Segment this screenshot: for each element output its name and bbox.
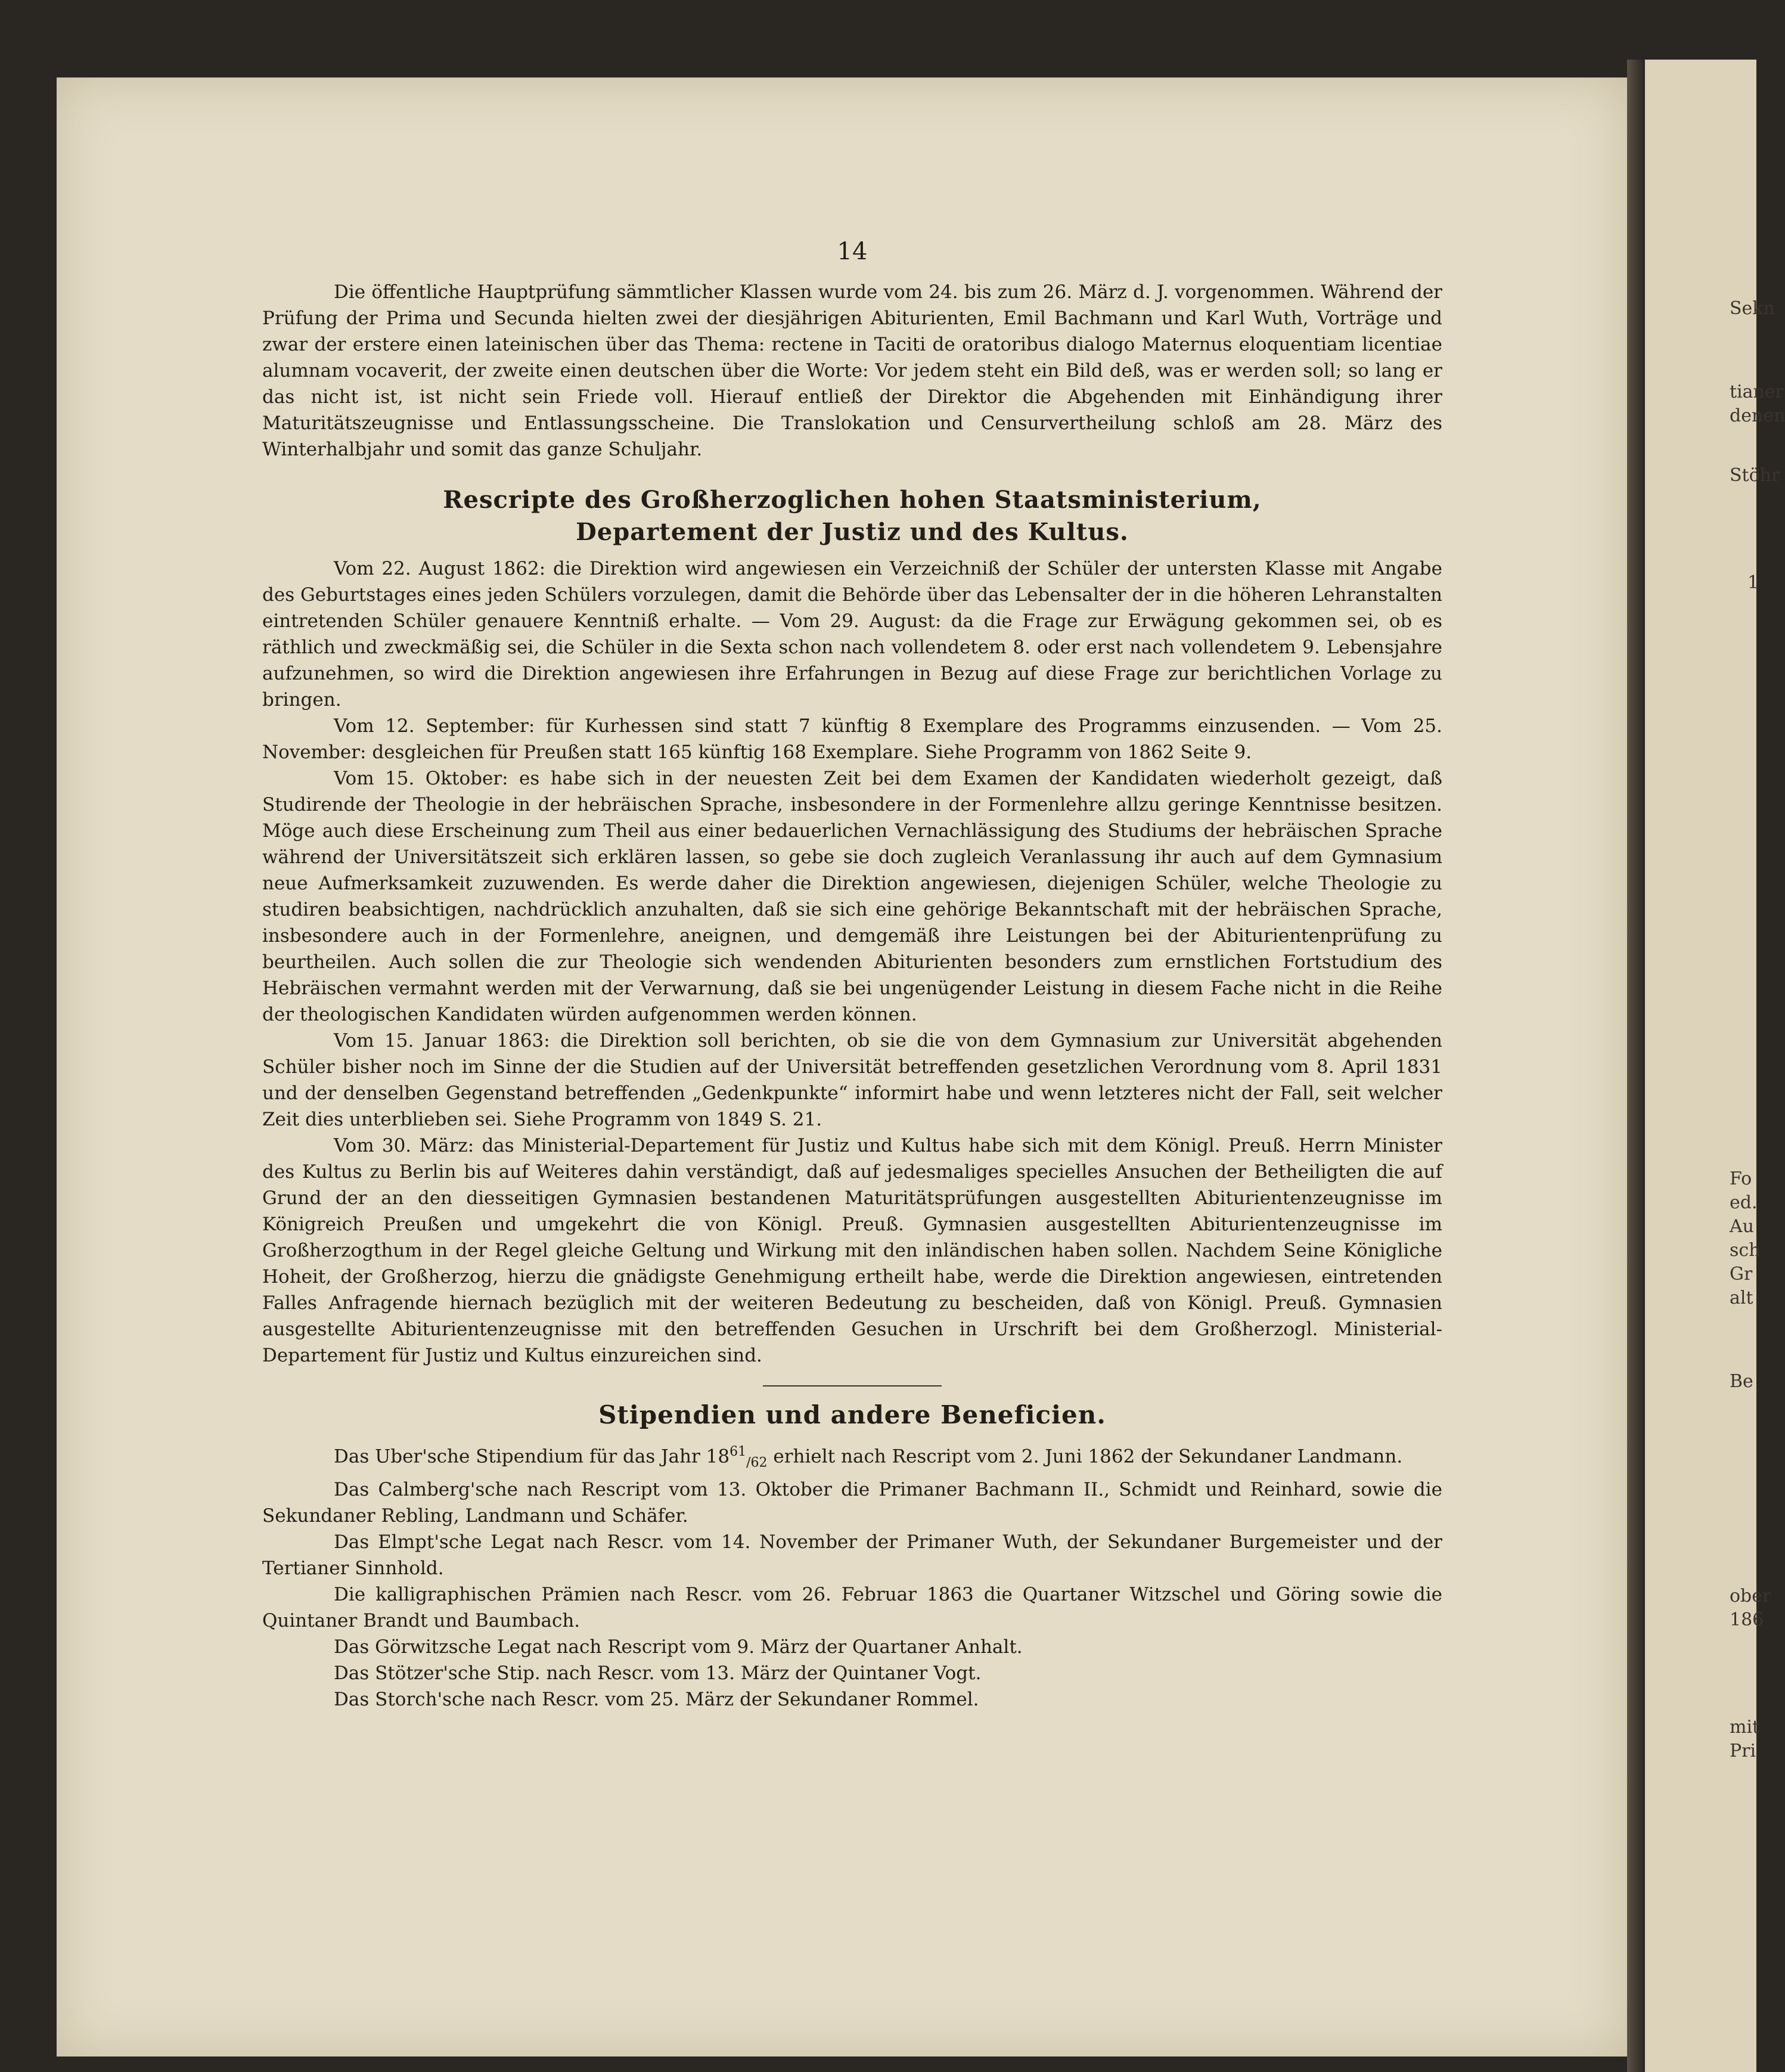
rescripte-heading-line2: Departement der Justiz und des Kultus. (576, 518, 1129, 546)
book-gutter (1627, 60, 1645, 2072)
fraction-denominator: /62 (746, 1455, 768, 1471)
page-content (262, 238, 1442, 1713)
fragment: 1 (1747, 572, 1759, 593)
stipendien-list (262, 1439, 1442, 1713)
intro-paragraph: Die öffentliche Hauptprüfung sämmtlicher Klassen wurde vom 24. bis zum 26. März d. J. vorgenommen. Während der Prüfung der Prima und Secunda hielten zwei der diesjährigen Abiturienten, Emil Bachmann und Karl Wuth, Vorträge und zwar der erstere einen lateinischen über das Thema: rectene in Taciti de oratoribus dialogo Maternus eloquentiam licentiae alumnam vocaverit, der zweite einen deutschen über die Worte: Vor jedem steht ein Bild deß, was er werden soll; so lang er das nicht ist, ist nicht sein Friede voll. Hierauf entließ der Direktor die Abgehenden mit Einhändigung ihrer Maturitätszeugnisse und Entlassungsscheine. Die Translokation und Censurvertheilung schloß am 28. März des Winterhalbjahr und somit das ganze Schuljahr. (262, 281, 1442, 460)
fragment: alt (1730, 1288, 1753, 1308)
rescripte-heading-line1: Rescripte des Großherzoglichen hohen Staatsministerium, (443, 486, 1262, 514)
fragment: 186 (1730, 1609, 1764, 1630)
rescripte-heading (262, 484, 1442, 548)
fragment: Pri (1730, 1741, 1756, 1761)
stipendium-entry: Das Görwitzsche Legat nach Rescript vom 9. März der Quartaner Anhalt. (334, 1636, 1023, 1658)
fragment: ober (1730, 1586, 1771, 1606)
stipendium-entry: Das Storch'sche nach Rescr. vom 25. März der Sekundaner Rommel. (334, 1688, 979, 1710)
stipendium-entry: Das Calmberg'sche nach Rescript vom 13. Oktober die Primaner Bachmann II., Schmidt und Reinhard, sowie die Sekundaner Rebling, Landmann und Schäfer. (262, 1478, 1442, 1527)
rescript-paragraph: Vom 12. September: für Kurhessen sind statt 7 künftig 8 Exemplare des Programms einzusenden. — Vom 25. November: desgleichen für Preußen statt 165 künftig 168 Exemplare. Siehe Programm von 1862 Seite 9. (262, 715, 1442, 763)
fragment: denen (1730, 405, 1785, 426)
fragment: Stöhr (1730, 465, 1780, 486)
adjacent-page (1645, 60, 1785, 2072)
stipendium-entry: Das Elmpt'sche Legat nach Rescr. vom 14. November der Primaner Wuth, der Sekundaner Burgemeister und der Tertianer Sinnhold. (262, 1531, 1442, 1579)
fragment: ed. (1730, 1192, 1758, 1213)
rescript-paragraph: Vom 30. März: das Ministerial-Departement für Justiz und Kultus habe sich mit dem Königl. Preuß. Herrn Minister des Kultus zu Berlin bis auf Weiteres dahin verständigt, daß auf jedesmaliges specielles Ansuchen der Betheiligten die auf Grund der an den diesseitigen Gymnasien bestandenen Maturitätsprüfungen ausgestellten Abiturientenzeugnisse im Königreich Preußen und umgekehrt die von Königl. Preuß. Gymnasien ausgestellten Abiturientenzeugnisse im Großherzogthum in der Regel gleiche Geltung und Wirkung mit den inländischen haben sollen. Nachdem Seine Königliche Hoheit, der Großherzog, hierzu die gnädigste Genehmigung ertheilt habe, werde die Direktion angewiesen, eintretenden Falles Anfragende hiernach bezüglich mit der weiteren Bedeutung zu bescheiden, daß von Königl. Preuß. Gymnasien ausgestellte Abiturientenzeugnisse mit den betreffenden Gesuchen in Urschrift bei dem Großherzogl. Ministerial-Departement für Justiz und Kultus einzureichen sind. (262, 1135, 1442, 1366)
fragment: Au (1730, 1216, 1754, 1237)
section-divider (763, 1385, 942, 1386)
rescript-paragraph: Vom 15. Oktober: es habe sich in der neuesten Zeit bei dem Examen der Kandidaten wiederholt gezeigt, daß Studirende der Theologie in der hebräischen Sprache, insbesondere in der Formenlehre allzu geringe Kenntnisse besitzen. Möge auch diese Erscheinung zum Theil aus einer bedauerlichen Vernachlässigung des Studiums der hebräischen Sprache während der Universitätszeit sich erklären lassen, so gebe sie doch zugleich Veranlassung ihr auch auf dem Gymnasium neue Aufmerksamkeit zuzuwenden. Es werde daher die Direktion angewiesen, diejenigen Schüler, welche Theologie zu studiren beabsichtigen, nachdrücklich anzuhalten, daß sie sich eine gehörige Bekanntschaft mit der hebräischen Sprache, insbesondere auch in der Formenlehre, aneignen, und demgemäß ihre Leistungen bei der Abiturientenprüfung zu beurtheilen. Auch sollen die zur Theologie sich wendenden Abiturienten besonders zum ernstlichen Fortstudium des Hebräischen vermahnt werden mit der Verwarnung, daß sie bei ungenügender Leistung in diesem Fache nicht in die Reihe der theologischen Kandidaten würden aufgenommen werden können. (262, 768, 1442, 1025)
entry-text: Das Uber'sche Stipendium für das Jahr 18 (334, 1446, 730, 1468)
stipendium-entry: Das Stötzer'sche Stip. nach Rescr. vom 13. März der Quintaner Vogt. (334, 1662, 982, 1684)
fragment: Fo (1730, 1168, 1752, 1189)
page-number: 14 (837, 238, 868, 265)
rescript-paragraph: Vom 15. Januar 1863: die Direktion soll berichten, ob sie die von dem Gymnasium zur Universität abgehenden Schüler bisher noch im Sinne der die Studien auf der Universität betreffenden gesetzlichen Verordnung vom 8. April 1831 und der denselben Gegenstand betreffenden „Gedenkpunkte“ informirt habe und wenn letzteres nicht der Fall, seit welcher Zeit dies unterblieben sei. Siehe Programm von 1849 S. 21. (262, 1030, 1442, 1130)
fragment: Be (1730, 1371, 1753, 1392)
stipendium-entry: Die kalligraphischen Prämien nach Rescr. vom 26. Februar 1863 die Quartaner Witzschel und Göring sowie die Quintaner Brandt und Baumbach. (262, 1583, 1442, 1631)
fragment: tianer (1730, 381, 1784, 402)
fragment: Gr (1730, 1264, 1753, 1285)
stipendium-entry (262, 1439, 1442, 1477)
fragment: mit (1730, 1717, 1760, 1738)
stipendien-heading: Stipendien und andere Beneficien. (598, 1400, 1106, 1429)
entry-text: erhielt nach Rescript vom 2. Juni 1862 der Sekundaner Landmann. (767, 1446, 1403, 1468)
fraction-numerator: 61 (729, 1444, 747, 1459)
rescript-paragraph: Vom 22. August 1862: die Direktion wird angewiesen ein Verzeichniß der Schüler der untersten Klasse mit Angabe des Geburtstages eines jeden Schülers vorzulegen, damit die Behörde über das Lebensalter der in die höheren Lehranstalten eintretenden Schüler genauere Kenntniß erhalte. — Vom 29. August: da die Frage zur Erwägung gekommen sei, ob es räthlich und zweckmäßig sei, die Schüler in die Sexta schon nach vollendetem 8. oder erst nach vollendetem 9. Lebensjahre aufzunehmen, so wird die Direktion angewiesen ihre Erfahrungen in Bezug auf diese Frage zur berichtlichen Vorlage zu bringen. (262, 558, 1442, 711)
fragment: Sekn (1730, 298, 1775, 319)
fragment: sch (1730, 1240, 1761, 1261)
